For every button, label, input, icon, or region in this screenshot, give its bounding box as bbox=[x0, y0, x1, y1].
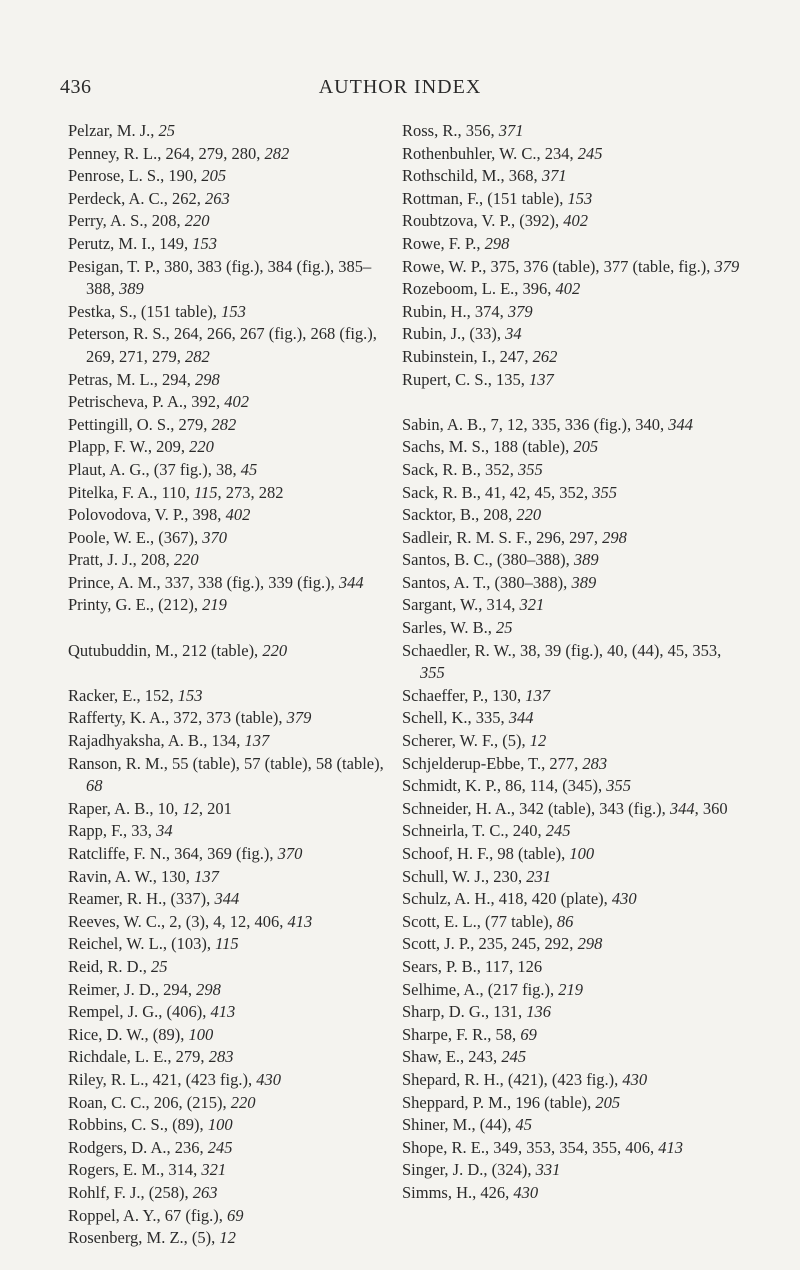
index-entry bbox=[68, 1024, 396, 1047]
index-entry bbox=[68, 1069, 396, 1092]
entry-reference-page: 69 bbox=[227, 1205, 244, 1225]
entry-text: Ross, R., 356, bbox=[402, 121, 499, 140]
entry-text: Simms, H., 426, bbox=[402, 1182, 514, 1202]
index-entry bbox=[68, 369, 396, 392]
index-entry bbox=[402, 1001, 745, 1024]
entry-text: Sheppard, P. M., 196 (table), bbox=[402, 1092, 596, 1112]
index-entry bbox=[402, 933, 745, 956]
entry-text: Pesigan, T. P., 380, 383 (fig.), 384 (fig.), 385–388, bbox=[68, 256, 372, 299]
entry-reference-page: 355 bbox=[606, 776, 632, 796]
entry-reference-page: 220 bbox=[516, 505, 542, 525]
entry-reference-page: 298 bbox=[602, 527, 627, 547]
entry-text: Pettingill, O. S., 279, bbox=[68, 414, 212, 434]
entry-text: Rowe, W. P., 375, 376 (table), 377 (table, fig.), bbox=[402, 256, 715, 276]
entry-reference-page: 137 bbox=[244, 731, 270, 751]
entry-text: Plaut, A. G., (37 fig.), 38, bbox=[68, 459, 241, 479]
entry-reference-page: 321 bbox=[519, 595, 545, 615]
index-entry bbox=[402, 1092, 745, 1115]
index-entry bbox=[68, 482, 396, 505]
entry-text: Rice, D. W., (89), bbox=[68, 1024, 189, 1044]
entry-reference-page: 219 bbox=[202, 595, 227, 615]
entry-text: Printy, G. E., (212), bbox=[68, 595, 203, 615]
entry-reference-page: 153 bbox=[192, 233, 217, 253]
index-entry bbox=[402, 1159, 745, 1182]
index-entry bbox=[68, 301, 396, 324]
index-entry bbox=[402, 888, 745, 911]
entry-reference-page: 45 bbox=[240, 459, 258, 479]
entry-text: Penney, R. L., 264, 279, 280, bbox=[68, 143, 265, 163]
entry-reference-page: 282 bbox=[185, 346, 210, 366]
entry-tail: , 360 bbox=[694, 798, 728, 818]
entry-reference-page: 282 bbox=[264, 143, 290, 163]
index-entry bbox=[402, 685, 745, 708]
index-entry bbox=[68, 572, 396, 595]
entry-text: Rafferty, K. A., 372, 373 (table), bbox=[68, 708, 287, 728]
index-entry bbox=[68, 188, 396, 211]
entry-reference-page: 355 bbox=[592, 482, 617, 502]
letter-section-gap bbox=[68, 662, 396, 685]
entry-text: Peterson, R. S., 264, 266, 267 (fig.), 268 (fig.), 269, 271, 279, bbox=[68, 324, 377, 366]
index-entry bbox=[68, 933, 396, 956]
entry-text: Riley, R. L., 421, (423 fig.), bbox=[68, 1069, 257, 1089]
entry-reference-page: 371 bbox=[541, 166, 567, 186]
entry-reference-page: 389 bbox=[571, 572, 597, 592]
entry-reference-page: 263 bbox=[192, 1182, 218, 1202]
entry-text: Sadleir, R. M. S. F., 296, 297, bbox=[402, 527, 603, 547]
entry-text: Sargant, W., 314, bbox=[402, 595, 520, 615]
index-entry bbox=[68, 1159, 396, 1182]
entry-reference-page: 298 bbox=[194, 369, 220, 389]
index-entry bbox=[68, 504, 396, 527]
entry-text: Scherer, W. F., (5), bbox=[402, 731, 530, 751]
entry-text: Schulz, A. H., 418, 420 (plate), bbox=[402, 889, 612, 909]
index-entry bbox=[68, 1205, 396, 1228]
index-entry bbox=[402, 504, 745, 527]
entry-text: Sack, R. B., 41, 42, 45, 352, bbox=[402, 482, 593, 502]
entry-reference-page: 413 bbox=[210, 1002, 236, 1022]
index-entry bbox=[402, 346, 745, 369]
index-entry bbox=[68, 1137, 396, 1160]
entry-text: Rempel, J. G., (406), bbox=[68, 1002, 211, 1022]
entry-text: Schneider, H. A., 342 (table), 343 (fig.), bbox=[402, 798, 670, 818]
entry-reference-page: 205 bbox=[201, 166, 227, 186]
index-entry bbox=[68, 1001, 396, 1024]
entry-text: Reid, R. D., bbox=[68, 956, 151, 976]
entry-reference-page: 402 bbox=[563, 211, 588, 231]
entry-reference-page: 220 bbox=[173, 550, 199, 570]
index-entry bbox=[402, 775, 745, 798]
index-entry bbox=[402, 165, 745, 188]
entry-reference-page: 25 bbox=[150, 956, 168, 976]
index-entry bbox=[402, 979, 745, 1002]
entry-text: Sears, P. B., 117, 126 bbox=[402, 956, 543, 976]
entry-text: Perry, A. S., 208, bbox=[68, 211, 185, 231]
entry-reference-page: 220 bbox=[262, 640, 288, 660]
index-entry bbox=[68, 798, 396, 821]
entry-reference-page: 355 bbox=[517, 459, 543, 479]
index-entry bbox=[402, 1182, 745, 1205]
entry-text: Petras, M. L., 294, bbox=[68, 369, 195, 389]
index-entry bbox=[68, 391, 396, 414]
entry-text: Rottman, F., (151 table), bbox=[402, 188, 568, 208]
entry-text: Poole, W. E., (367), bbox=[68, 527, 203, 547]
entry-reference-page: 298 bbox=[196, 979, 221, 999]
entry-text: Schull, W. J., 230, bbox=[402, 866, 527, 886]
index-entry bbox=[68, 753, 396, 798]
entry-reference-page: 402 bbox=[224, 392, 250, 412]
entry-reference-page: 153 bbox=[177, 685, 203, 705]
entry-text: Racker, E., 152, bbox=[68, 685, 178, 705]
entry-reference-page: 298 bbox=[577, 934, 603, 954]
entry-reference-page: 153 bbox=[567, 188, 593, 208]
index-entry bbox=[402, 730, 745, 753]
index-entry bbox=[402, 143, 745, 166]
index-entry bbox=[402, 278, 745, 301]
index-entry bbox=[68, 1046, 396, 1069]
entry-text: Rohlf, F. J., (258), bbox=[68, 1182, 193, 1202]
entry-text: Rodgers, D. A., 236, bbox=[68, 1137, 208, 1157]
entry-reference-page: 283 bbox=[582, 753, 608, 773]
index-entry bbox=[68, 1227, 396, 1250]
index-entry bbox=[402, 436, 745, 459]
entry-text: Singer, J. D., (324), bbox=[402, 1160, 536, 1180]
entry-text: Pestka, S., (151 table), bbox=[68, 301, 222, 321]
entry-text: Sarles, W. B., bbox=[402, 618, 496, 638]
entry-text: Rozeboom, L. E., 396, bbox=[402, 279, 556, 299]
entry-reference-page: 344 bbox=[668, 414, 694, 434]
entry-reference-page: 344 bbox=[214, 889, 240, 909]
entry-reference-page: 430 bbox=[611, 889, 637, 909]
entry-text: Sachs, M. S., 188 (table), bbox=[402, 437, 574, 457]
index-entry bbox=[402, 1046, 745, 1069]
entry-reference-page: 245 bbox=[207, 1137, 233, 1157]
entry-text: Sabin, A. B., 7, 12, 335, 336 (fig.), 340, bbox=[402, 414, 669, 434]
index-entry bbox=[402, 753, 745, 776]
entry-text: Petrischeva, P. A., 392, bbox=[68, 392, 225, 412]
entry-text: Rajadhyaksha, A. B., 134, bbox=[68, 731, 245, 751]
entry-reference-page: 262 bbox=[532, 346, 558, 366]
entry-text: Schmidt, K. P., 86, 114, (345), bbox=[402, 776, 607, 796]
entry-text: Prince, A. M., 337, 338 (fig.), 339 (fig.), bbox=[68, 572, 339, 592]
entry-reference-page: 69 bbox=[520, 1024, 537, 1044]
index-entry bbox=[402, 210, 745, 233]
index-entry bbox=[402, 572, 745, 595]
entry-reference-page: 115 bbox=[215, 934, 239, 954]
entry-text: Reichel, W. L., (103), bbox=[68, 934, 216, 954]
entry-reference-page: 12 bbox=[529, 731, 547, 751]
entry-text: Sharpe, F. R., 58, bbox=[402, 1024, 521, 1044]
entry-tail: , 273, 282 bbox=[217, 482, 284, 502]
index-entry bbox=[68, 888, 396, 911]
entry-reference-page: 137 bbox=[194, 866, 219, 886]
entry-reference-page: 45 bbox=[515, 1115, 532, 1135]
index-entry bbox=[402, 414, 745, 437]
index-entry bbox=[68, 120, 396, 143]
entry-text: Sharp, D. G., 131, bbox=[402, 1002, 527, 1022]
entry-text: Santos, A. T., (380–388), bbox=[402, 572, 572, 592]
entry-reference-page: 370 bbox=[277, 844, 303, 863]
entry-reference-page: 25 bbox=[495, 618, 513, 638]
index-entry bbox=[68, 820, 396, 843]
entry-reference-page: 219 bbox=[558, 979, 584, 999]
entry-reference-page: 344 bbox=[338, 572, 364, 592]
index-entry bbox=[402, 866, 745, 889]
entry-reference-page: 283 bbox=[208, 1047, 234, 1067]
index-entry bbox=[68, 143, 396, 166]
letter-section-gap bbox=[68, 617, 396, 640]
index-entry bbox=[68, 707, 396, 730]
index-entry bbox=[402, 369, 745, 392]
entry-text: Perutz, M. I., 149, bbox=[68, 233, 193, 253]
entry-text: Robbins, C. S., (89), bbox=[68, 1115, 208, 1135]
entry-text: Schoof, H. F., 98 (table), bbox=[402, 844, 570, 863]
entry-text: Schjelderup-Ebbe, T., 277, bbox=[402, 753, 583, 773]
entry-reference-page: 245 bbox=[545, 821, 571, 841]
index-entry bbox=[402, 640, 745, 685]
entry-reference-page: 205 bbox=[573, 437, 599, 457]
index-entry bbox=[68, 866, 396, 889]
index-column-right bbox=[402, 120, 745, 1205]
index-entry bbox=[68, 459, 396, 482]
entry-text: Rubin, J., (33), bbox=[402, 324, 506, 344]
entry-text: Richdale, L. E., 279, bbox=[68, 1047, 209, 1067]
entry-reference-page: 220 bbox=[230, 1092, 256, 1112]
index-entry bbox=[402, 1069, 745, 1092]
index-entry bbox=[402, 549, 745, 572]
entry-text: Schaedler, R. W., 38, 39 (fig.), 40, (44), 45, 353, bbox=[402, 640, 722, 660]
entry-text: Rothschild, M., 368, bbox=[402, 166, 542, 186]
entry-reference-page: 25 bbox=[158, 121, 176, 140]
entry-reference-page: 355 bbox=[420, 663, 445, 683]
entry-text: Shepard, R. H., (421), (423 fig.), bbox=[402, 1069, 623, 1089]
entry-reference-page: 331 bbox=[535, 1160, 561, 1180]
entry-reference-page: 402 bbox=[555, 279, 581, 299]
entry-text: Rapp, F., 33, bbox=[68, 821, 157, 841]
index-entry bbox=[402, 323, 745, 346]
entry-reference-page: 389 bbox=[119, 279, 144, 299]
index-entry bbox=[402, 301, 745, 324]
entry-reference-page: 34 bbox=[156, 821, 173, 841]
entry-text: Santos, B. C., (380–388), bbox=[402, 550, 574, 570]
entry-text: Rosenberg, M. Z., (5), bbox=[68, 1228, 220, 1248]
entry-text: Rothenbuhler, W. C., 234, bbox=[402, 143, 578, 163]
index-entry bbox=[402, 527, 745, 550]
entry-text: Perdeck, A. C., 262, bbox=[68, 188, 206, 208]
page-number: 436 bbox=[60, 76, 92, 98]
index-entry bbox=[402, 256, 745, 279]
entry-reference-page: 100 bbox=[569, 844, 595, 863]
entry-reference-page: 344 bbox=[669, 798, 695, 818]
entry-reference-page: 137 bbox=[525, 685, 550, 705]
index-entry bbox=[402, 459, 745, 482]
entry-text: Pitelka, F. A., 110, bbox=[68, 482, 194, 502]
entry-reference-page: 68 bbox=[86, 776, 103, 796]
index-entry bbox=[68, 1092, 396, 1115]
entry-reference-page: 430 bbox=[513, 1182, 539, 1202]
entry-reference-page: 389 bbox=[573, 550, 599, 570]
entry-reference-page: 220 bbox=[184, 211, 210, 231]
entry-text: Rubinstein, I., 247, bbox=[402, 346, 533, 366]
entry-text: Polovodova, V. P., 398, bbox=[68, 505, 226, 525]
entry-reference-page: 115 bbox=[193, 482, 218, 502]
index-entry bbox=[402, 188, 745, 211]
entry-text: Ranson, R. M., 55 (table), 57 (table), 58 (table), bbox=[68, 753, 384, 773]
index-entry bbox=[68, 256, 396, 301]
entry-text: Roubtzova, V. P., (392), bbox=[402, 211, 564, 231]
index-entry bbox=[402, 120, 745, 143]
entry-text: Rupert, C. S., 135, bbox=[402, 369, 529, 389]
index-entry bbox=[68, 414, 396, 437]
index-entry bbox=[68, 685, 396, 708]
index-entry bbox=[68, 730, 396, 753]
entry-text: Shope, R. E., 349, 353, 354, 355, 406, bbox=[402, 1137, 659, 1157]
entry-reference-page: 100 bbox=[207, 1115, 233, 1135]
entry-text: Schneirla, T. C., 240, bbox=[402, 821, 546, 841]
index-entry bbox=[402, 843, 745, 866]
entry-reference-page: 137 bbox=[528, 369, 554, 389]
entry-text: Qutubuddin, M., 212 (table), bbox=[68, 640, 263, 660]
index-entry bbox=[68, 843, 396, 866]
entry-reference-page: 245 bbox=[501, 1047, 527, 1067]
entry-reference-page: 86 bbox=[556, 911, 574, 931]
entry-reference-page: 153 bbox=[221, 301, 246, 321]
entry-reference-page: 379 bbox=[507, 301, 533, 321]
index-entry bbox=[68, 436, 396, 459]
entry-reference-page: 402 bbox=[225, 505, 251, 525]
entry-text: Scott, J. P., 235, 245, 292, bbox=[402, 934, 578, 954]
index-entry bbox=[402, 1137, 745, 1160]
index-entry bbox=[402, 707, 745, 730]
entry-text: Ratcliffe, F. N., 364, 369 (fig.), bbox=[68, 844, 278, 863]
entry-reference-page: 413 bbox=[658, 1137, 683, 1157]
entry-reference-page: 344 bbox=[508, 708, 534, 728]
entry-text: Plapp, F. W., 209, bbox=[68, 437, 190, 457]
index-entry bbox=[402, 820, 745, 843]
entry-text: Sacktor, B., 208, bbox=[402, 505, 517, 525]
index-entry bbox=[68, 911, 396, 934]
entry-reference-page: 12 bbox=[219, 1228, 236, 1248]
entry-reference-page: 100 bbox=[188, 1024, 214, 1044]
entry-text: Pratt, J. J., 208, bbox=[68, 550, 174, 570]
entry-reference-page: 245 bbox=[577, 143, 603, 163]
entry-reference-page: 371 bbox=[498, 121, 524, 140]
entry-text: Rogers, E. M., 314, bbox=[68, 1160, 202, 1180]
entry-reference-page: 321 bbox=[201, 1160, 227, 1180]
index-entry bbox=[402, 482, 745, 505]
page-header bbox=[60, 76, 740, 104]
index-entry bbox=[68, 527, 396, 550]
index-entry bbox=[68, 233, 396, 256]
entry-text: Selhime, A., (217 fig.), bbox=[402, 979, 559, 999]
index-entry bbox=[68, 594, 396, 617]
index-entry bbox=[68, 1182, 396, 1205]
index-entry bbox=[68, 956, 396, 979]
entry-text: Rowe, F. P., bbox=[402, 233, 485, 253]
entry-text: Raper, A. B., 10, bbox=[68, 798, 183, 818]
index-entry bbox=[402, 1114, 745, 1137]
entry-text: Reeves, W. C., 2, (3), 4, 12, 406, bbox=[68, 911, 288, 931]
index-entry bbox=[68, 323, 396, 368]
entry-text: Schell, K., 335, bbox=[402, 708, 509, 728]
entry-reference-page: 430 bbox=[256, 1069, 281, 1089]
entry-reference-page: 282 bbox=[211, 414, 237, 434]
entry-reference-page: 205 bbox=[595, 1092, 621, 1112]
index-entry bbox=[402, 594, 745, 617]
entry-reference-page: 136 bbox=[526, 1002, 551, 1022]
entry-reference-page: 34 bbox=[505, 324, 522, 344]
entry-text: Reamer, R. H., (337), bbox=[68, 889, 215, 909]
entry-reference-page: 430 bbox=[622, 1069, 648, 1089]
index-entry bbox=[402, 911, 745, 934]
entry-text: Roppel, A. Y., 67 (fig.), bbox=[68, 1205, 228, 1225]
entry-reference-page: 263 bbox=[205, 188, 230, 208]
entry-text: Roan, C. C., 206, (215), bbox=[68, 1092, 231, 1112]
index-entry bbox=[402, 956, 745, 979]
entry-text: Rubin, H., 374, bbox=[402, 301, 508, 321]
index-entry bbox=[402, 798, 745, 821]
entry-reference-page: 231 bbox=[526, 866, 551, 886]
entry-tail: , 201 bbox=[198, 798, 232, 818]
index-column-left bbox=[68, 120, 396, 1250]
letter-section-gap bbox=[402, 391, 745, 414]
entry-reference-page: 379 bbox=[286, 708, 312, 728]
entry-text: Shaw, E., 243, bbox=[402, 1047, 502, 1067]
index-entry bbox=[68, 549, 396, 572]
entry-reference-page: 413 bbox=[287, 911, 313, 931]
index-entry bbox=[68, 210, 396, 233]
entry-reference-page: 298 bbox=[484, 233, 510, 253]
index-entry bbox=[402, 233, 745, 256]
index-entry bbox=[68, 1114, 396, 1137]
entry-text: Pelzar, M. J., bbox=[68, 121, 159, 140]
entry-text: Penrose, L. S., 190, bbox=[68, 166, 202, 186]
entry-text: Scott, E. L., (77 table), bbox=[402, 911, 557, 931]
entry-reference-page: 370 bbox=[202, 527, 228, 547]
running-head: AUTHOR INDEX bbox=[318, 76, 482, 98]
entry-text: Schaeffer, P., 130, bbox=[402, 685, 526, 705]
entry-text: Reimer, J. D., 294, bbox=[68, 979, 197, 999]
index-entry bbox=[402, 617, 745, 640]
index-entry bbox=[68, 165, 396, 188]
entry-text: Shiner, M., (44), bbox=[402, 1115, 516, 1135]
entry-reference-page: 12 bbox=[182, 798, 199, 818]
index-entry bbox=[68, 979, 396, 1002]
index-entry bbox=[402, 1024, 745, 1047]
entry-reference-page: 220 bbox=[189, 437, 214, 457]
entry-text: Ravin, A. W., 130, bbox=[68, 866, 195, 886]
entry-text: Sack, R. B., 352, bbox=[402, 459, 518, 479]
index-entry bbox=[68, 640, 396, 663]
entry-reference-page: 379 bbox=[714, 256, 740, 276]
